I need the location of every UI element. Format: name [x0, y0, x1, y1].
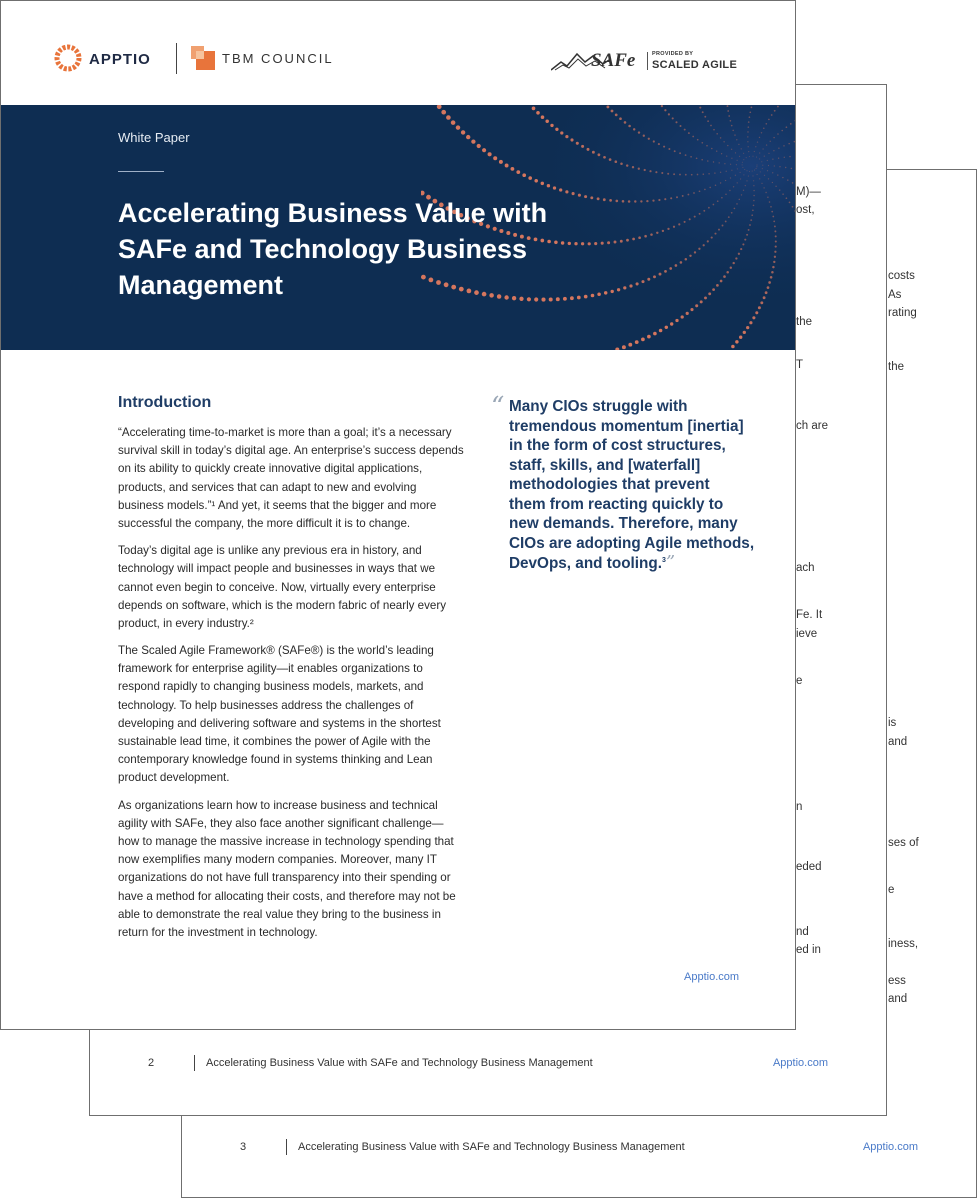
- footer-link[interactable]: Apptio.com: [772, 1057, 828, 1069]
- text-fragment: T: [796, 359, 804, 371]
- logo-row: [53, 43, 753, 75]
- text-line: As organizations learn how to increase business and technical: [118, 798, 438, 812]
- text-fragment: Fe. It: [796, 609, 823, 621]
- page-footer: [182, 1139, 976, 1159]
- text-line: business models.”¹ And yet, it seems that the bigger and more: [118, 498, 437, 512]
- close-quote-icon: ”: [665, 552, 676, 573]
- text-fragment: n: [796, 801, 803, 813]
- apptio-logo-icon: [53, 43, 83, 73]
- quote-line-last: [509, 553, 759, 574]
- page-footer: [90, 1055, 886, 1075]
- text-fragment: ch are: [796, 420, 828, 432]
- text-line: have a method for allocating their costs, and therefore may not be: [118, 889, 456, 903]
- apptio-link[interactable]: Apptio.com: [684, 971, 740, 983]
- introduction-heading: Introduction: [118, 394, 212, 411]
- paragraph: [118, 542, 468, 633]
- document-type-label: White Paper: [118, 130, 190, 145]
- quote-line: tremendous momentum [inertia]: [509, 417, 744, 435]
- text-line: respond rapidly to changing business models, markets, and: [118, 680, 424, 694]
- paragraph: [118, 642, 468, 788]
- footer-title: Accelerating Business Value with SAFe and Technology Business Management: [206, 1057, 593, 1069]
- text-fragment: costs: [888, 270, 915, 282]
- text-line: now exemplifies many modern companies. Moreover, many IT: [118, 853, 437, 867]
- text-fragment: iness,: [888, 938, 919, 950]
- text-line: agility with SAFe, they also face another significant challenge—: [118, 816, 444, 830]
- text-fragment: M)—: [796, 186, 821, 198]
- text-line: how to manage the massive increase in technology spending that: [118, 834, 454, 848]
- text-fragment: nd: [796, 926, 809, 938]
- text-line: depends on software, which is the modern fabric of nearly every: [118, 598, 447, 612]
- paragraph: [118, 424, 468, 533]
- body-text: [118, 424, 468, 942]
- footer-divider: [286, 1139, 287, 1155]
- text-line: developing and delivering software and systems in the shortest: [118, 716, 441, 730]
- text-fragment: e: [796, 675, 803, 687]
- text-line: sustainable lead time, it combines the power of Agile with the: [118, 735, 431, 748]
- safe-divider: [647, 52, 648, 70]
- text-line: successful the company, the more difficult it is to change.: [118, 516, 411, 530]
- quote-line: Many CIOs struggle with: [509, 398, 688, 415]
- text-fragment: rating: [888, 307, 917, 319]
- text-line: contemporary knowledge found in systems thinking and Lean: [118, 753, 433, 767]
- pull-quote: [509, 397, 759, 574]
- footer-divider: [194, 1055, 195, 1071]
- text-line: Today’s digital age is unlike any previous era in history, and: [118, 544, 422, 558]
- title-banner: [1, 105, 796, 350]
- text-line: The Scaled Agile Framework® (SAFe®) is the world’s leading: [118, 644, 434, 658]
- text-fragment: eded: [796, 861, 822, 873]
- tbm-council-logo-icon: [191, 46, 215, 70]
- quote-line: new demands. Therefore, many: [509, 515, 738, 532]
- safe-logo: [551, 49, 751, 73]
- text-line: framework for enterprise agility—it enables organizations to: [118, 662, 423, 676]
- text-line: technology will impact people and businesses in ways that we: [118, 562, 436, 576]
- text-fragment: is: [888, 717, 897, 729]
- paragraph: [118, 797, 468, 943]
- text-line: organizations do not have full transparency into their spending or: [118, 871, 451, 885]
- text-fragment: ieve: [796, 628, 818, 640]
- text-line: cannot even begin to conceive. Now, virtually every enterprise: [118, 580, 436, 594]
- text-fragment: ses of: [888, 837, 919, 849]
- scaled-agile-text: SCALED AGILE: [652, 59, 738, 71]
- footer-link[interactable]: Apptio.com: [862, 1141, 918, 1153]
- text-fragment: ed in: [796, 944, 821, 956]
- page-number: 2: [148, 1057, 155, 1069]
- text-fragment: ach: [796, 562, 815, 574]
- text-fragment: ost,: [796, 204, 815, 216]
- text-line: product, in every industry.²: [118, 616, 254, 630]
- safe-provided-by: PROVIDED BY: [652, 51, 694, 57]
- quote-line: staff, skills, and [waterfall]: [509, 456, 701, 474]
- title-line: Accelerating Business Value with: [118, 198, 548, 228]
- document-title: [118, 195, 588, 303]
- text-fragment: and: [888, 993, 908, 1005]
- quote-footnote: 3: [661, 556, 666, 564]
- quote-line: DevOps, and tooling.: [509, 555, 662, 572]
- text-line: technology. To help businesses address the challenges of: [118, 698, 414, 712]
- text-fragment: and: [888, 736, 908, 748]
- text-fragment: ess: [888, 975, 906, 987]
- quote-line: in the form of cost structures,: [509, 437, 726, 454]
- apptio-logo-text: APPTIO: [89, 51, 151, 68]
- quote-line: them from reacting quickly to: [509, 495, 724, 513]
- text-fragment: the: [796, 316, 812, 328]
- label-rule: [118, 171, 164, 172]
- page-number: 3: [240, 1141, 247, 1153]
- quote-line: methodologies that prevent: [509, 476, 710, 493]
- tbm-council-logo-text: TBM COUNCIL: [222, 51, 334, 66]
- logo-divider: [176, 43, 177, 74]
- title-line: SAFe and Technology Business: [118, 234, 528, 264]
- text-line: “Accelerating time-to-market is more than a goal; it’s a necessary: [118, 426, 452, 439]
- text-line: products, and services that can adapt to new and evolving: [118, 480, 417, 494]
- safe-wordmark: SAFe: [591, 50, 636, 71]
- text-line: able to demonstrate the real value they bring to the business in: [118, 907, 441, 921]
- text-line: product development.: [118, 771, 230, 785]
- text-fragment: As: [888, 289, 902, 301]
- open-quote-icon: “: [491, 392, 505, 422]
- text-fragment: the: [888, 361, 904, 373]
- quote-line: CIOs are adopting Agile methods,: [509, 534, 755, 552]
- title-line: Management: [118, 270, 284, 300]
- text-fragment: e: [888, 884, 895, 896]
- text-line: return for the investment in technology.: [118, 925, 318, 939]
- text-line: survival skill in today’s digital age. An enterprise’s success depends: [118, 444, 464, 458]
- footer-title: Accelerating Business Value with SAFe and Technology Business Management: [298, 1141, 685, 1153]
- text-line: on its ability to quickly create innovative digital applications,: [118, 462, 423, 476]
